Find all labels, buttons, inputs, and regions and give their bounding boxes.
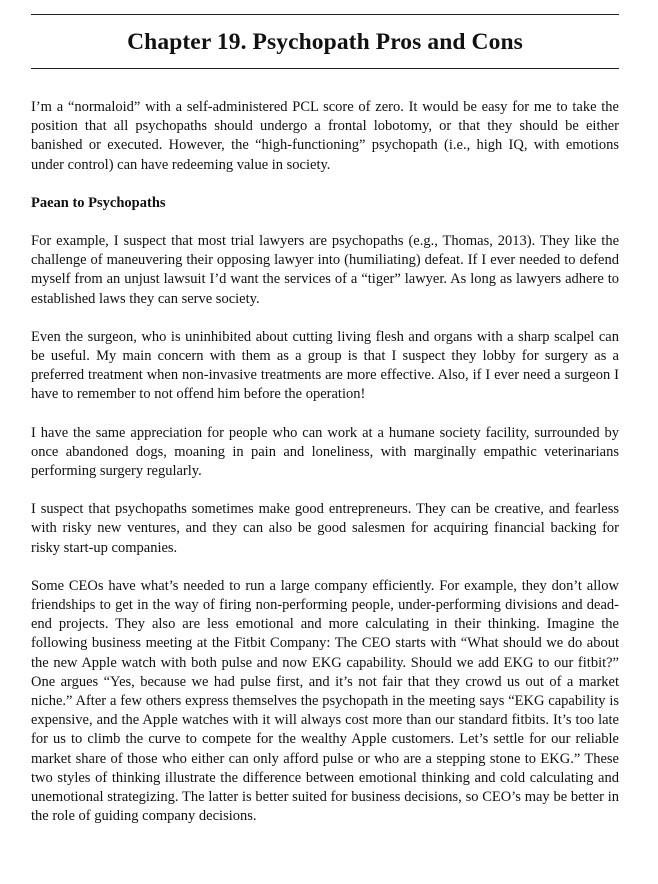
chapter-title: Chapter 19. Psychopath Pros and Cons	[127, 29, 523, 55]
intro-paragraph: I’m a “normaloid” with a self-administered PCL score of zero. It would be easy for me to take the position that all psychopaths should undergo a frontal lobotomy, or that they should be either banished or executed. However, the “high-functioning” psychopath (i.e., high IQ, with emotions under control) can have redeeming value in society.	[31, 99, 619, 173]
title-underline-rule	[31, 68, 619, 69]
entrepreneurs-paragraph: I suspect that psychopaths sometimes make good entrepreneurs. They can be creative, and fearless with risky new ventures, and they can also be good salesmen for acquiring financial backing for risky start-up companies.	[31, 501, 619, 556]
chapter-body	[31, 98, 619, 827]
document-page	[31, 0, 619, 846]
ceos-paragraph: Some CEOs have what’s needed to run a large company efficiently. For example, they don’t allow friendships to get in the way of firing non-performing people, under-performing divisions and dead-end projects. They also are less emotional and more calculating in their thinking. Imagine the following business meeting at the Fitbit Company: The CEO starts with “What should we do about the new Apple watch with both pulse and now EKG capability. Should we add EKG to our fitbit?” One argues “Yes, because we had pulse first, and it’s not fair that they crowd us out of a market niche.” After a few others express themselves the psychopath in the meeting says “EKG capability is expensive, and the Apple watches with it will always cost more than our standard fitbits. It’s too late for us to climb the curve to compete for the wealthy Apple customers. Let’s settle for our reliable market share of those who either can only afford pulse or who are a stepping stone to EKG.” These two styles of thinking illustrate the difference between emotional thinking and cold calculating and unemotional strategizing. The latter is better suited for business decisions, so CEO’s may be better in the role of guiding company decisions.	[31, 577, 619, 825]
section-heading: Paean to Psychopaths	[31, 194, 166, 211]
top-rule	[31, 14, 619, 15]
surgeon-paragraph: Even the surgeon, who is uninhibited about cutting living flesh and organs with a sharp scalpel can be useful. My main concern with them as a group is that I suspect they lobby for surgery as a preferred treatment when non-invasive treatments are more effective. Also, if I ever need a surgeon I have to remember to not offend him before the operation!	[31, 328, 619, 403]
humane-society-paragraph: I have the same appreciation for people who can work at a humane society facility, surrounded by once abandoned dogs, moaning in pain and loneliness, with marginally empathic veterinarians performing surgery regularly.	[31, 424, 619, 480]
lawyers-paragraph: For example, I suspect that most trial lawyers are psychopaths (e.g., Thomas, 2013). They like the challenge of maneuvering their opposing lawyer into (humiliating) defeat. If I ever needed to defend myself from an unjust lawsuit I’d want the services of a “tiger” lawyer. As long as lawyers adhere to established laws they can serve society.	[31, 233, 619, 307]
